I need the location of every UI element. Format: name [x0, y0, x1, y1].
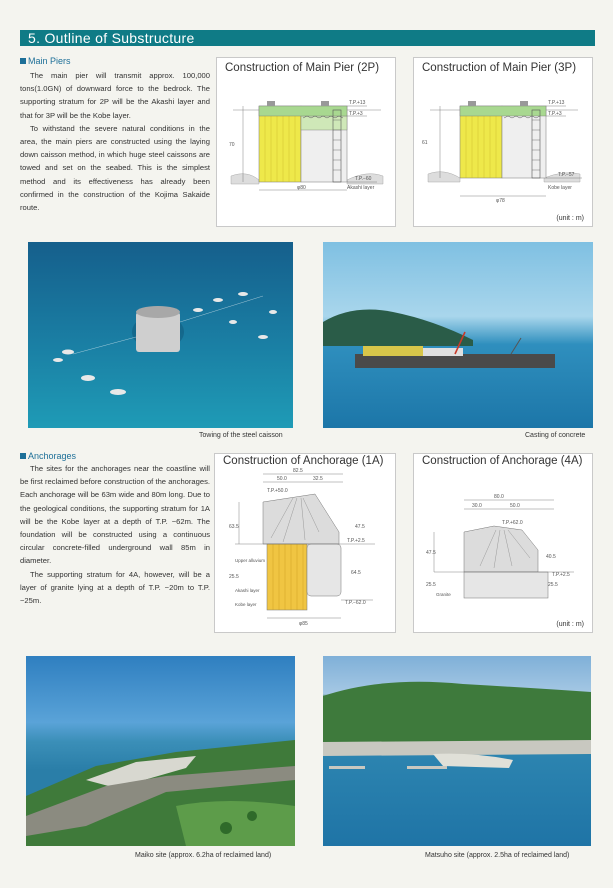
diagram-4a-tp-mid: T.P.+2.5: [552, 572, 570, 578]
diagram-4a-lower-right: 25.5: [548, 582, 558, 588]
diagram-4a-dim-a: 30.0: [472, 503, 482, 509]
diagram-1a-diameter: φ85: [299, 621, 308, 627]
anchorages-para1: The sites for the anchorages near the coastline will be first reclaimed before construction of the anchorages. Each anchorage will be 63m wide and 80m long. Due to the geological conditions, the supporting stratum for 1A will be the Kobe layer at a depth of T.P. −62m. The foundation will be constructed using a continuous circular concrete-filled underground wall 85m in diameter.: [20, 464, 210, 566]
diagram-2p-title: Construction of Main Pier (2P): [225, 62, 380, 74]
diagram-4a-unit: (unit : m): [556, 621, 584, 628]
main-piers-text: [20, 69, 210, 214]
anchorages-heading: Anchorages: [20, 451, 76, 461]
casting-scene: [323, 242, 593, 428]
diagram-2p-level-top: T.P.+13: [349, 100, 366, 106]
diagram-2p-layer: Akashi layer: [347, 185, 375, 191]
section-header: 5. Outline of Substructure: [20, 30, 595, 46]
diagram-4a-height-right: 40.5: [546, 554, 556, 560]
diagram-3p-title: Construction of Main Pier (3P): [422, 62, 577, 74]
diagram-1a-dim-top: 82.5: [293, 468, 303, 474]
diagram-1a-dim-a: 50.0: [277, 476, 287, 482]
main-piers-para1: The main pier will transmit approx. 100,000 tons(1.0GN) of downward force to the bedrock. The supporting stratum for 2P will be the Akashi layer and that for 3P will be the Kobe layer.: [20, 71, 210, 120]
diagram-1a-height-left: 63.5: [229, 524, 239, 530]
diagram-3p-height: 61: [422, 140, 428, 146]
diagram-2p-height: 70: [229, 142, 235, 148]
caption-casting: Casting of concrete: [525, 432, 586, 439]
diagram-3p-level-mid: T.P.+3: [548, 111, 562, 117]
photo-casting-concrete: [323, 242, 593, 428]
diagram-1a-height-right: 47.5: [355, 524, 365, 530]
anchorages-text: [20, 462, 210, 607]
anchorages-para2: The supporting stratum for 4A, however, will be a layer of granite lying at a depth of T.P. −20m to T.P. −25m.: [20, 569, 210, 606]
diagram-3p-layer: Kobe layer: [548, 185, 572, 191]
square-bullet-icon: [20, 453, 26, 459]
diagram-main-pier-2p: [216, 57, 396, 227]
diagram-1a-lower-right: 64.5: [351, 570, 361, 576]
caption-towing: Towing of the steel caisson: [199, 432, 283, 439]
diagram-3p-drawing: [414, 58, 594, 228]
diagram-1a-tp-bottom: T.P.−62.0: [345, 600, 366, 606]
diagram-3p-diameter: φ78: [496, 198, 505, 204]
diagram-main-pier-3p: [413, 57, 593, 227]
diagram-4a-title: Construction of Anchorage (4A): [422, 455, 583, 467]
diagram-3p-level-top: T.P.+13: [548, 100, 565, 106]
main-piers-heading: Main Piers: [20, 56, 71, 66]
diagram-4a-drawing: [414, 454, 594, 634]
caption-matsuho: Matsuho site (approx. 2.5ha of reclaimed land): [425, 852, 570, 859]
caption-maiko: Maiko site (approx. 6.2ha of reclaimed land): [135, 852, 272, 859]
diagram-1a-tp-mid: T.P.+2.5: [347, 538, 365, 544]
diagram-4a-height-left: 47.5: [426, 550, 436, 556]
diagram-1a-title: Construction of Anchorage (1A): [223, 455, 384, 467]
diagram-4a-dim-top: 80.0: [494, 494, 504, 500]
diagram-2p-level-mid: T.P.+3: [349, 111, 363, 117]
diagram-1a-layer3: Kobe layer: [235, 602, 257, 607]
photo-maiko-site: [26, 656, 295, 846]
diagram-anchorage-1a: [214, 453, 396, 633]
diagram-1a-lower: 25.5: [229, 574, 239, 580]
diagram-1a-layer2: Akashi layer: [235, 588, 260, 593]
main-piers-para2: To withstand the severe natural conditions in the area, the main piers are constructed using the laying down caisson method, in which huge steel caissons are towed and set on the seabed. This is the simplest method and its effectiveness has already been confirmed in the construction of the Kojima Sakaide route.: [20, 123, 210, 213]
diagram-2p-diameter: φ80: [297, 185, 306, 191]
diagram-3p-unit: (unit : m): [556, 215, 584, 222]
photo-towing-caisson: [28, 242, 293, 428]
square-bullet-icon: [20, 58, 26, 64]
diagram-1a-tp-top: T.P.+50.0: [267, 488, 288, 494]
diagram-2p-level-bottom: T.P.−60: [355, 176, 372, 182]
diagram-4a-dim-b: 50.0: [510, 503, 520, 509]
diagram-1a-drawing: [215, 454, 397, 634]
diagram-1a-dim-b: 32.5: [313, 476, 323, 482]
diagram-anchorage-4a: [413, 453, 593, 633]
towing-scene: [28, 242, 293, 428]
diagram-3p-level-bottom: T.P.−57: [558, 172, 575, 178]
diagram-2p-drawing: [217, 58, 397, 228]
photo-matsuho-site: [323, 656, 591, 846]
diagram-4a-tp-top: T.P.+62.0: [502, 520, 523, 526]
diagram-4a-layer: Granite: [436, 592, 451, 597]
diagram-4a-lower: 25.5: [426, 582, 436, 588]
matsuho-scene: [323, 656, 591, 846]
diagram-1a-layer1: Upper alluvium: [235, 558, 266, 563]
maiko-scene: [26, 656, 295, 846]
